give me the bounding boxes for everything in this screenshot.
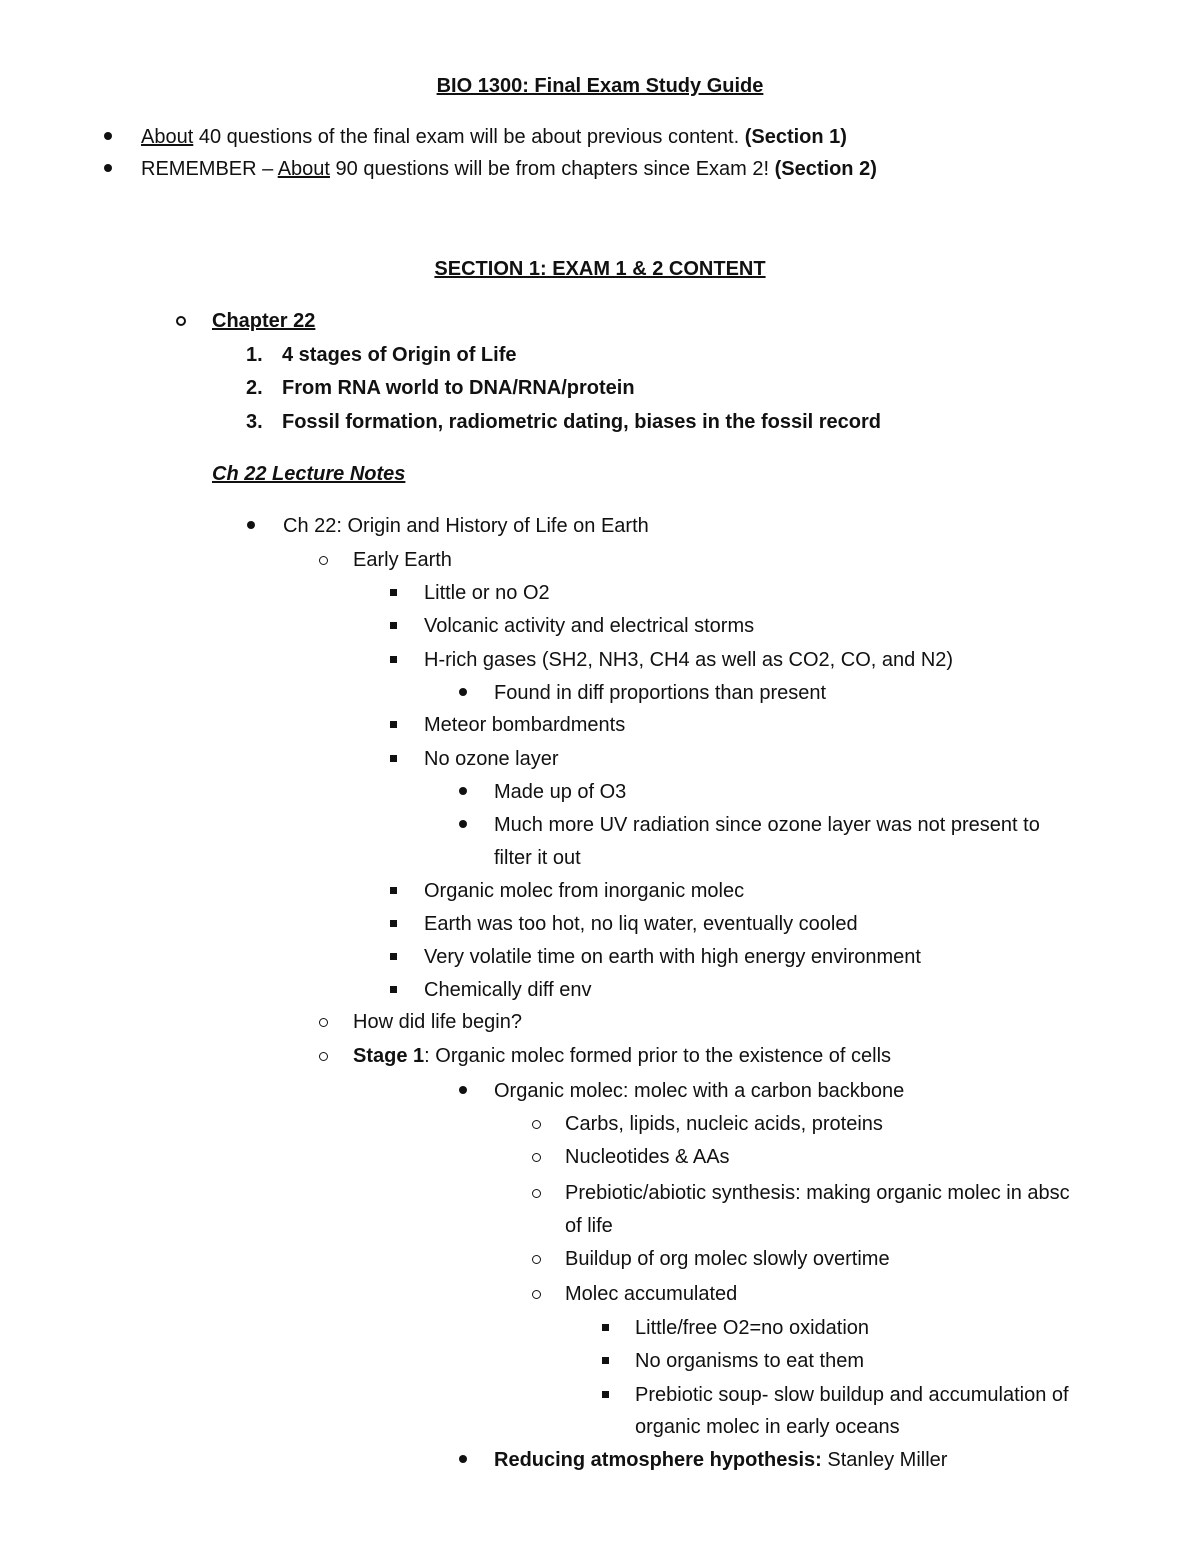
circle-bullet-marker — [532, 1120, 541, 1129]
square-bullet-marker — [390, 721, 397, 728]
topic-number: 3. — [246, 411, 263, 433]
square-bullet-marker — [390, 755, 397, 762]
bullet-marker — [104, 132, 112, 140]
bullet-marker — [459, 1086, 467, 1094]
note-item: Prebiotic soup- slow buildup and accumulation of — [635, 1384, 1069, 1406]
note-item: Much more UV radiation since ozone layer was not present to — [494, 814, 1040, 836]
bullet-marker — [247, 521, 255, 529]
note-item: Volcanic activity and electrical storms — [424, 615, 755, 637]
intro-2-section: (Section 2) — [774, 158, 877, 180]
note-item: No ozone layer — [424, 748, 559, 770]
stage-1-label: Stage 1 — [353, 1045, 425, 1067]
note-item: Molec accumulated — [565, 1283, 738, 1305]
note-item: Organic molec: molec with a carbon backbone — [494, 1080, 905, 1102]
note-item: Nucleotides & AAs — [565, 1146, 730, 1168]
intro-1-section: (Section 1) — [744, 126, 847, 148]
topic-item: 4 stages of Origin of Life — [282, 344, 517, 366]
note-item: Organic molec from inorganic molec — [424, 880, 745, 902]
note-reducing-atmosphere — [494, 1448, 947, 1472]
note-early-earth: Early Earth — [353, 549, 452, 571]
square-bullet-marker — [390, 986, 397, 993]
note-item: Prebiotic/abiotic synthesis: making organic molec in absc — [565, 1182, 1070, 1204]
note-item-continued: filter it out — [494, 847, 581, 869]
intro-line-1 — [141, 125, 847, 149]
intro-2-text: 90 questions will be from chapters since Exam 2! — [329, 158, 775, 180]
circle-bullet-marker — [532, 1290, 541, 1299]
intro-2-pre: REMEMBER – — [141, 158, 278, 180]
note-item: No organisms to eat them — [635, 1350, 864, 1372]
topic-item: From RNA world to DNA/RNA/protein — [282, 377, 635, 399]
square-bullet-marker — [390, 920, 397, 927]
square-bullet-marker — [390, 953, 397, 960]
note-how-begin: How did life begin? — [353, 1011, 522, 1033]
note-stage-1 — [353, 1044, 891, 1068]
intro-line-2 — [141, 157, 877, 181]
bullet-marker — [459, 688, 467, 696]
note-item: Meteor bombardments — [424, 714, 626, 736]
circle-bullet-marker — [532, 1153, 541, 1162]
page-title: BIO 1300: Final Exam Study Guide — [436, 75, 764, 97]
reducing-text: Stanley Miller — [821, 1449, 948, 1471]
topic-number: 2. — [246, 377, 263, 399]
section-heading: SECTION 1: EXAM 1 & 2 CONTENT — [434, 258, 766, 280]
note-item: Very volatile time on earth with high energy environment — [424, 946, 921, 968]
circle-bullet-marker — [319, 1052, 328, 1061]
square-bullet-marker — [390, 622, 397, 629]
lecture-notes-heading: Ch 22 Lecture Notes — [212, 463, 406, 485]
note-item: Little/free O2=no oxidation — [635, 1317, 870, 1339]
stage-1-text: : Organic molec formed prior to the existence of cells — [424, 1045, 892, 1067]
circle-bullet-marker — [319, 556, 328, 565]
note-item: Found in diff proportions than present — [494, 682, 827, 704]
chapter-heading: Chapter 22 — [212, 310, 316, 332]
bullet-marker — [459, 787, 467, 795]
intro-2-underlined: About — [277, 158, 330, 180]
note-ch22: Ch 22: Origin and History of Life on Earth — [283, 515, 649, 537]
square-bullet-marker — [390, 589, 397, 596]
intro-1-underlined: About — [141, 126, 194, 148]
bullet-marker — [104, 164, 112, 172]
topic-number: 1. — [246, 344, 263, 366]
bullet-marker — [459, 820, 467, 828]
note-item: H-rich gases (SH2, NH3, CH4 as well as CO2, CO, and N2) — [424, 649, 954, 671]
square-bullet-marker — [602, 1324, 609, 1331]
square-bullet-marker — [390, 656, 397, 663]
note-item: Little or no O2 — [424, 582, 550, 604]
intro-1-text: 40 questions of the final exam will be about previous content. — [193, 126, 745, 148]
square-bullet-marker — [390, 887, 397, 894]
circle-bullet-marker — [532, 1189, 541, 1198]
reducing-label: Reducing atmosphere hypothesis: — [494, 1449, 822, 1471]
note-item: Made up of O3 — [494, 781, 627, 803]
note-item-continued: organic molec in early oceans — [635, 1416, 900, 1438]
square-bullet-marker — [602, 1357, 609, 1364]
circle-bullet-marker — [319, 1018, 328, 1027]
square-bullet-marker — [602, 1391, 609, 1398]
circle-bullet-marker — [532, 1255, 541, 1264]
note-item: Chemically diff env — [424, 979, 592, 1001]
bullet-marker — [459, 1455, 467, 1463]
topic-item: Fossil formation, radiometric dating, biases in the fossil record — [282, 411, 882, 433]
note-item: Buildup of org molec slowly overtime — [565, 1248, 890, 1270]
circle-bullet-marker — [176, 316, 186, 326]
note-item: Carbs, lipids, nucleic acids, proteins — [565, 1113, 883, 1135]
note-item-continued: of life — [565, 1215, 613, 1237]
note-item: Earth was too hot, no liq water, eventually cooled — [424, 913, 858, 935]
